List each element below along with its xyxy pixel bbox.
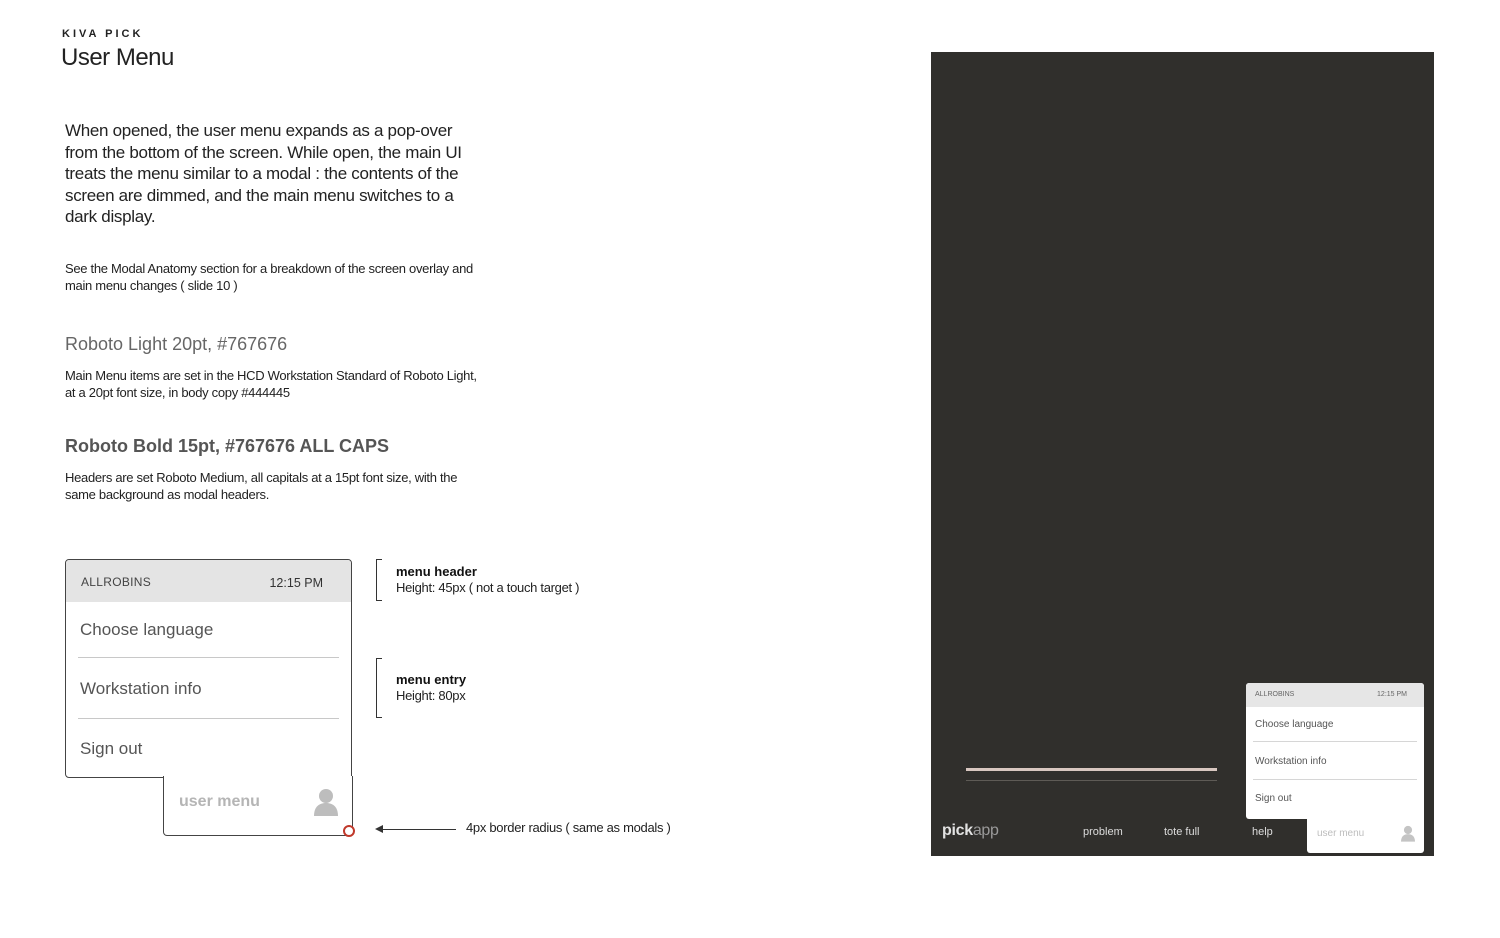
progress-track	[966, 780, 1217, 781]
page-title: User Menu	[61, 44, 174, 71]
intro-paragraph: When opened, the user menu expands as a pop-over from the bottom of the screen. While open, the main UI treats the menu similar to a modal : the contents of the screen are dimmed, and the main menu switches to a dark display.	[65, 121, 462, 226]
menu-header	[1246, 683, 1424, 707]
entry-height-bracket	[376, 658, 382, 718]
user-avatar-icon	[314, 788, 338, 821]
menu-header-time: 12:15 PM	[269, 576, 323, 590]
brand-label: KIVA PICK	[62, 28, 144, 40]
border-radius-marker	[343, 825, 355, 837]
annotation-radius-note: 4px border radius ( same as modals )	[466, 820, 671, 835]
user-menu-tab[interactable]	[1307, 818, 1424, 853]
annotation-header-subtitle: Height: 45px ( not a touch target )	[396, 580, 580, 595]
header-type-description: Headers are set Roboto Medium, all capitals at a 15pt font size, with the same background as modal headers.	[65, 470, 458, 502]
menu-header-title: ALLROBINS	[1255, 691, 1295, 698]
header-height-bracket	[376, 559, 382, 601]
menu-divider	[1253, 779, 1417, 780]
pickapp-logo: pickapp	[942, 822, 999, 839]
annotation-arrow-line	[380, 829, 456, 830]
user-menu-diagram	[65, 559, 352, 778]
user-menu-label: user menu	[179, 793, 260, 810]
menu-header	[66, 560, 351, 602]
menu-item-workstation-info[interactable]: Workstation info	[1255, 756, 1327, 767]
menu-item-choose-language[interactable]: Choose language	[80, 620, 214, 639]
nav-problem[interactable]: problem	[1083, 826, 1123, 838]
menu-item-workstation-info[interactable]: Workstation info	[80, 679, 202, 698]
annotation-entry-subtitle: Height: 80px	[396, 688, 466, 703]
menu-item-sign-out[interactable]: Sign out	[80, 739, 143, 758]
nav-tote-full[interactable]: tote full	[1164, 826, 1200, 838]
modal-reference-note: See the Modal Anatomy section for a breakdown of the screen overlay and main menu changes ( slide 10 )	[65, 261, 473, 293]
menu-item-type-spec: Roboto Light 20pt, #767676	[65, 334, 288, 354]
menu-item-choose-language[interactable]: Choose language	[1255, 719, 1334, 730]
user-menu-tab[interactable]	[163, 776, 353, 836]
menu-header-time: 12:15 PM	[1377, 691, 1407, 698]
menu-divider	[78, 657, 339, 658]
header-type-spec: Roboto Bold 15pt, #767676 ALL CAPS	[65, 436, 390, 456]
progress-bar	[966, 768, 1217, 771]
menu-divider	[1253, 741, 1417, 742]
user-avatar-icon	[1401, 825, 1415, 847]
user-menu-popover	[1246, 683, 1424, 819]
menu-divider	[78, 718, 339, 719]
menu-header-title: ALLROBINS	[81, 575, 152, 589]
nav-help[interactable]: help	[1252, 826, 1273, 838]
annotation-header-title: menu header	[396, 564, 477, 579]
menu-item-sign-out[interactable]: Sign out	[1255, 793, 1292, 804]
annotation-entry-title: menu entry	[396, 672, 467, 687]
user-menu-label: user menu	[1317, 828, 1365, 839]
menu-item-type-description: Main Menu items are set in the HCD Workstation Standard of Roboto Light, at a 20pt font size, in body copy #444445	[65, 368, 477, 400]
